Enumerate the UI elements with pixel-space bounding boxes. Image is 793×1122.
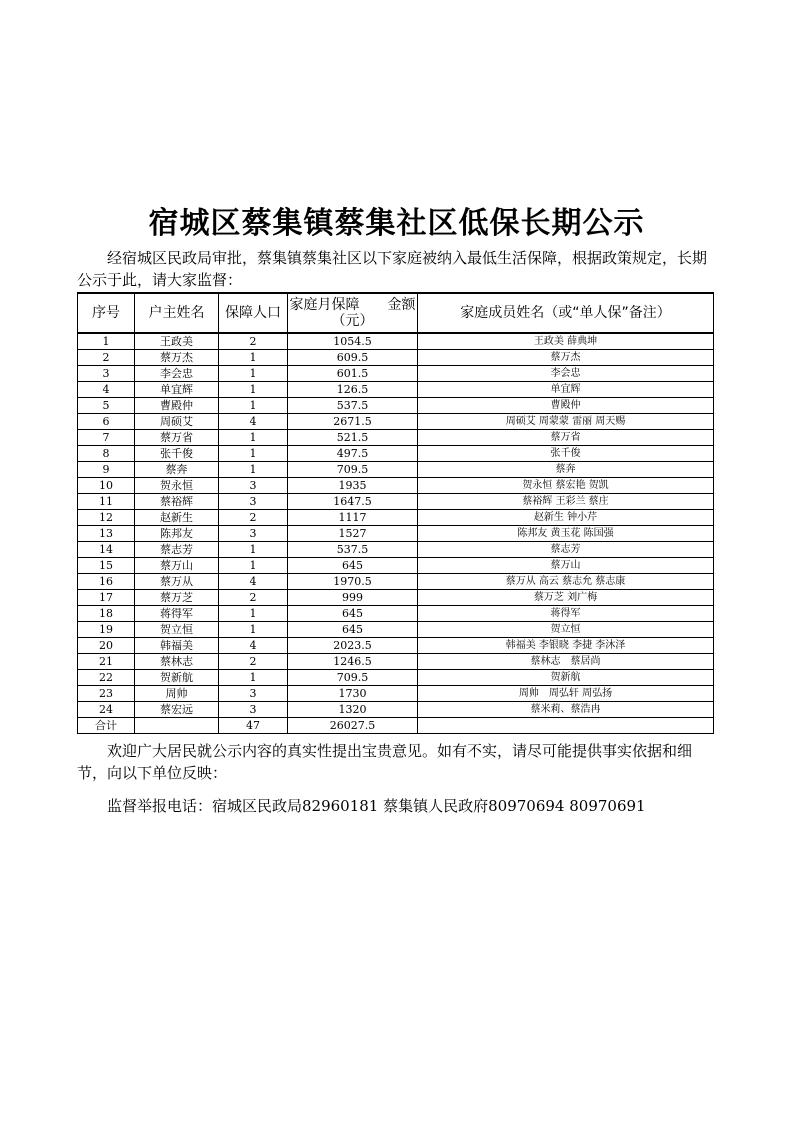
row-seq: 3 xyxy=(78,366,135,382)
row-monthly-amount: 537.5 xyxy=(288,542,418,558)
table-row xyxy=(78,333,714,350)
row-family-members: 李会忠 xyxy=(418,366,714,382)
row-monthly-amount: 1970.5 xyxy=(288,574,418,590)
row-household-head: 蔡宏远 xyxy=(135,702,219,718)
row-monthly-amount: 1054.5 xyxy=(288,333,418,350)
row-monthly-amount: 709.5 xyxy=(288,462,418,478)
row-household-head: 周硕艾 xyxy=(135,414,219,430)
total-members-empty xyxy=(418,718,714,734)
table-row xyxy=(78,350,714,366)
row-seq: 17 xyxy=(78,590,135,606)
table-row xyxy=(78,670,714,686)
table-row xyxy=(78,382,714,398)
table-row xyxy=(78,558,714,574)
row-family-members: 周硕艾 周蒙蒙 雷丽 周天赐 xyxy=(418,414,714,430)
row-family-members: 蔡万省 xyxy=(418,430,714,446)
row-covered-count: 1 xyxy=(219,430,288,446)
row-monthly-amount: 126.5 xyxy=(288,382,418,398)
row-monthly-amount: 709.5 xyxy=(288,670,418,686)
row-monthly-amount: 609.5 xyxy=(288,350,418,366)
row-monthly-amount: 521.5 xyxy=(288,430,418,446)
row-household-head: 蔡万省 xyxy=(135,430,219,446)
row-family-members: 韩福美 李银晓 李捷 李沐泽 xyxy=(418,638,714,654)
row-family-members: 蔡奔 xyxy=(418,462,714,478)
row-covered-count: 4 xyxy=(219,574,288,590)
row-seq: 23 xyxy=(78,686,135,702)
row-monthly-amount: 1320 xyxy=(288,702,418,718)
table-body xyxy=(78,333,714,718)
row-covered-count: 1 xyxy=(219,462,288,478)
row-family-members: 蔡米莉、蔡浩冉 xyxy=(418,702,714,718)
row-monthly-amount: 497.5 xyxy=(288,446,418,462)
row-covered-count: 1 xyxy=(219,398,288,414)
row-monthly-amount: 1117 xyxy=(288,510,418,526)
row-covered-count: 2 xyxy=(219,654,288,670)
row-covered-count: 2 xyxy=(219,590,288,606)
table-row xyxy=(78,398,714,414)
row-household-head: 曹殿仲 xyxy=(135,398,219,414)
table-row xyxy=(78,430,714,446)
row-household-head: 王政美 xyxy=(135,333,219,350)
row-seq: 8 xyxy=(78,446,135,462)
row-covered-count: 2 xyxy=(219,510,288,526)
header-monthly-amount: 家庭月保障 金额（元） xyxy=(288,293,418,333)
row-monthly-amount: 1647.5 xyxy=(288,494,418,510)
row-covered-count: 3 xyxy=(219,526,288,542)
row-monthly-amount: 1246.5 xyxy=(288,654,418,670)
total-row xyxy=(78,718,714,734)
row-seq: 24 xyxy=(78,702,135,718)
row-monthly-amount: 2023.5 xyxy=(288,638,418,654)
header-covered-count: 保障人口 xyxy=(219,293,288,333)
row-household-head: 蔡万从 xyxy=(135,574,219,590)
row-family-members: 贺新航 xyxy=(418,670,714,686)
row-seq: 11 xyxy=(78,494,135,510)
table-row xyxy=(78,590,714,606)
row-family-members: 曹殿仲 xyxy=(418,398,714,414)
row-monthly-amount: 1527 xyxy=(288,526,418,542)
row-seq: 9 xyxy=(78,462,135,478)
total-empty-cell xyxy=(135,718,219,734)
row-family-members: 蒋得军 xyxy=(418,606,714,622)
header-family-members: 家庭成员姓名（或“单人保”备注） xyxy=(418,293,714,333)
row-covered-count: 1 xyxy=(219,606,288,622)
row-seq: 12 xyxy=(78,510,135,526)
table-row xyxy=(78,478,714,494)
row-household-head: 贺新航 xyxy=(135,670,219,686)
row-household-head: 陈邦友 xyxy=(135,526,219,542)
table-row xyxy=(78,366,714,382)
row-covered-count: 4 xyxy=(219,414,288,430)
row-covered-count: 3 xyxy=(219,478,288,494)
recipient-table xyxy=(77,292,714,734)
page-title: 宿城区蔡集镇蔡集社区低保长期公示 xyxy=(148,206,645,241)
intro-paragraph: 经宿城区民政局审批，蔡集镇蔡集社区以下家庭被纳入最低生活保障，根据政策规定，长期公示于此，请大家监督： xyxy=(77,249,708,289)
row-household-head: 张千俊 xyxy=(135,446,219,462)
row-seq: 16 xyxy=(78,574,135,590)
table-row xyxy=(78,526,714,542)
row-household-head: 单宜辉 xyxy=(135,382,219,398)
table-row xyxy=(78,606,714,622)
row-household-head: 蔡裕辉 xyxy=(135,494,219,510)
row-seq: 20 xyxy=(78,638,135,654)
row-family-members: 蔡林志 蔡居尚 xyxy=(418,654,714,670)
row-seq: 5 xyxy=(78,398,135,414)
row-covered-count: 1 xyxy=(219,622,288,638)
row-household-head: 蔡万芝 xyxy=(135,590,219,606)
row-family-members: 周帅 周弘轩 周弘扬 xyxy=(418,686,714,702)
table-row xyxy=(78,510,714,526)
row-seq: 19 xyxy=(78,622,135,638)
row-household-head: 贺永恒 xyxy=(135,478,219,494)
row-household-head: 蔡林志 xyxy=(135,654,219,670)
table-row xyxy=(78,686,714,702)
row-seq: 13 xyxy=(78,526,135,542)
row-seq: 10 xyxy=(78,478,135,494)
row-monthly-amount: 1935 xyxy=(288,478,418,494)
row-covered-count: 1 xyxy=(219,382,288,398)
table-row xyxy=(78,638,714,654)
row-covered-count: 2 xyxy=(219,333,288,350)
row-family-members: 蔡万山 xyxy=(418,558,714,574)
row-covered-count: 1 xyxy=(219,670,288,686)
row-household-head: 蔡志芳 xyxy=(135,542,219,558)
row-covered-count: 1 xyxy=(219,558,288,574)
row-monthly-amount: 645 xyxy=(288,622,418,638)
row-covered-count: 3 xyxy=(219,494,288,510)
row-covered-count: 1 xyxy=(219,542,288,558)
row-family-members: 单宜辉 xyxy=(418,382,714,398)
row-household-head: 蔡万杰 xyxy=(135,350,219,366)
table-row xyxy=(78,622,714,638)
row-household-head: 李会忠 xyxy=(135,366,219,382)
row-monthly-amount: 645 xyxy=(288,606,418,622)
row-household-head: 蔡万山 xyxy=(135,558,219,574)
row-household-head: 韩福美 xyxy=(135,638,219,654)
header-seq: 序号 xyxy=(78,293,135,333)
row-monthly-amount: 645 xyxy=(288,558,418,574)
table-row xyxy=(78,462,714,478)
row-family-members: 蔡志芳 xyxy=(418,542,714,558)
row-household-head: 赵新生 xyxy=(135,510,219,526)
total-label: 合计 xyxy=(78,718,135,734)
row-seq: 7 xyxy=(78,430,135,446)
row-monthly-amount: 601.5 xyxy=(288,366,418,382)
row-family-members: 蔡万从 高云 蔡志允 蔡志康 xyxy=(418,574,714,590)
table-row xyxy=(78,654,714,670)
row-covered-count: 3 xyxy=(219,686,288,702)
row-monthly-amount: 2671.5 xyxy=(288,414,418,430)
row-monthly-amount: 537.5 xyxy=(288,398,418,414)
row-family-members: 贺立恒 xyxy=(418,622,714,638)
row-family-members: 张千俊 xyxy=(418,446,714,462)
row-household-head: 蒋得军 xyxy=(135,606,219,622)
row-seq: 14 xyxy=(78,542,135,558)
table-row xyxy=(78,574,714,590)
row-family-members: 蔡裕辉 王彩兰 蔡庄 xyxy=(418,494,714,510)
row-family-members: 王政美 薛典坤 xyxy=(418,333,714,350)
row-seq: 4 xyxy=(78,382,135,398)
row-household-head: 蔡奔 xyxy=(135,462,219,478)
row-family-members: 蔡万芝 刘广梅 xyxy=(418,590,714,606)
total-amount: 26027.5 xyxy=(288,718,418,734)
row-seq: 1 xyxy=(78,333,135,350)
row-covered-count: 1 xyxy=(219,446,288,462)
row-covered-count: 1 xyxy=(219,350,288,366)
row-monthly-amount: 1730 xyxy=(288,686,418,702)
total-count: 47 xyxy=(219,718,288,734)
row-seq: 15 xyxy=(78,558,135,574)
row-seq: 6 xyxy=(78,414,135,430)
row-seq: 2 xyxy=(78,350,135,366)
table-row xyxy=(78,414,714,430)
closing-paragraph: 欢迎广大居民就公示内容的真实性提出宝贵意见。如有不实，请尽可能提供事实依据和细节，向以下单位反映： xyxy=(77,742,693,782)
row-covered-count: 3 xyxy=(219,702,288,718)
table-row xyxy=(78,494,714,510)
row-family-members: 赵新生 钟小芹 xyxy=(418,510,714,526)
row-seq: 22 xyxy=(78,670,135,686)
table-row xyxy=(78,446,714,462)
table-header-row xyxy=(78,293,714,333)
table-row xyxy=(78,542,714,558)
row-family-members: 陈邦友 黄玉花 陈国强 xyxy=(418,526,714,542)
row-household-head: 贺立恒 xyxy=(135,622,219,638)
row-seq: 21 xyxy=(78,654,135,670)
row-family-members: 贺永恒 蔡宏艳 贺凯 xyxy=(418,478,714,494)
hotline-line: 监督举报电话：宿城区民政局82960181 蔡集镇人民政府80970694 80970691 xyxy=(107,797,646,815)
row-monthly-amount: 999 xyxy=(288,590,418,606)
header-household-head: 户主姓名 xyxy=(135,293,219,333)
row-household-head: 周帅 xyxy=(135,686,219,702)
row-seq: 18 xyxy=(78,606,135,622)
row-family-members: 蔡万杰 xyxy=(418,350,714,366)
table-row xyxy=(78,702,714,718)
row-covered-count: 4 xyxy=(219,638,288,654)
row-covered-count: 1 xyxy=(219,366,288,382)
